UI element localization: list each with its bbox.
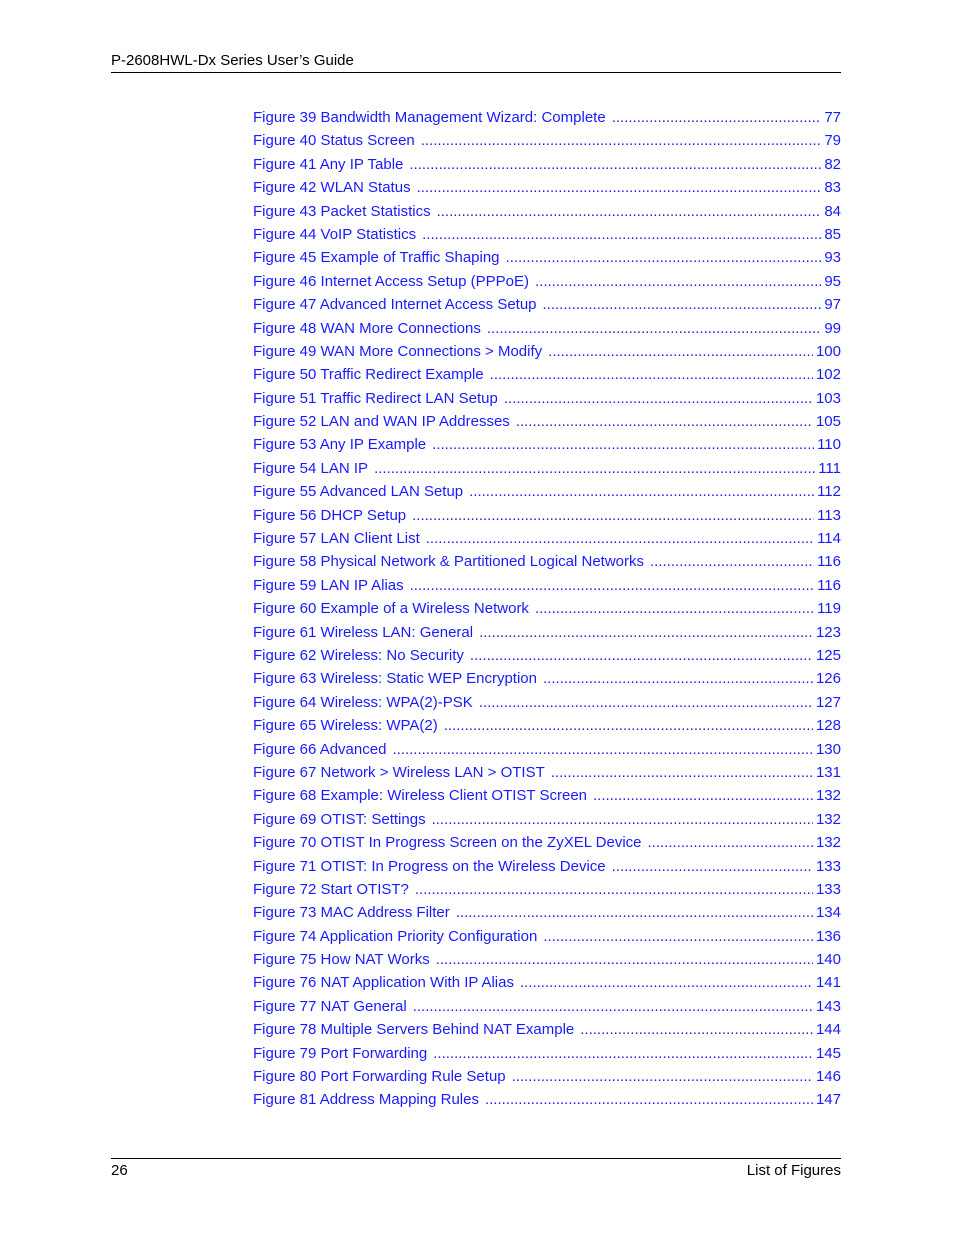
toc-entry-title: Figure 64 Wireless: WPA(2)-PSK bbox=[253, 693, 473, 711]
toc-entry-page: 97 bbox=[824, 296, 841, 314]
dot-leader bbox=[374, 457, 815, 480]
toc-entry-title: Figure 70 OTIST In Progress Screen on the ZyXEL Device bbox=[253, 834, 642, 852]
toc-entry-page: 126 bbox=[815, 670, 841, 688]
dot-leader bbox=[593, 784, 813, 807]
toc-entry-title: Figure 47 Advanced Internet Access Setup bbox=[253, 296, 537, 314]
list-of-figures bbox=[253, 106, 841, 1112]
toc-entry-page: 134 bbox=[815, 904, 841, 922]
toc-entry-page: 141 bbox=[815, 974, 841, 992]
toc-entry-page: 128 bbox=[815, 717, 841, 735]
toc-entry-page: 133 bbox=[815, 880, 841, 898]
toc-entry[interactable] bbox=[253, 363, 841, 386]
toc-entry-title: Figure 71 OTIST: In Progress on the Wireless Device bbox=[253, 857, 606, 875]
toc-entry[interactable] bbox=[253, 270, 841, 293]
toc-entry[interactable] bbox=[253, 340, 841, 363]
toc-entry[interactable] bbox=[253, 925, 841, 948]
section-name: List of Figures bbox=[746, 1162, 841, 1179]
toc-entry-title: Figure 69 OTIST: Settings bbox=[253, 810, 426, 828]
dot-leader bbox=[580, 1018, 813, 1041]
dot-leader bbox=[650, 550, 814, 573]
dot-leader bbox=[479, 621, 813, 644]
toc-entry-page: 113 bbox=[817, 506, 841, 524]
toc-entry[interactable] bbox=[253, 574, 841, 597]
toc-entry-title: Figure 67 Network > Wireless LAN > OTIST bbox=[253, 763, 545, 781]
dot-leader bbox=[506, 246, 822, 269]
toc-entry[interactable] bbox=[253, 761, 841, 784]
dot-leader bbox=[535, 270, 821, 293]
toc-entry[interactable] bbox=[253, 457, 841, 480]
toc-entry-page: 82 bbox=[824, 155, 841, 173]
toc-entry-page: 114 bbox=[817, 530, 841, 548]
toc-entry-page: 131 bbox=[815, 763, 841, 781]
toc-entry-page: 111 bbox=[818, 459, 841, 477]
toc-entry-title: Figure 66 Advanced bbox=[253, 740, 387, 758]
toc-entry-page: 102 bbox=[815, 366, 841, 384]
toc-entry[interactable] bbox=[253, 153, 841, 176]
toc-entry-title: Figure 40 Status Screen bbox=[253, 132, 415, 150]
toc-entry-page: 105 bbox=[815, 413, 841, 431]
toc-entry-page: 123 bbox=[815, 623, 841, 641]
toc-entry-page: 127 bbox=[815, 693, 841, 711]
toc-entry-title: Figure 61 Wireless LAN: General bbox=[253, 623, 474, 641]
page-number: 26 bbox=[111, 1162, 128, 1179]
toc-entry[interactable] bbox=[253, 200, 841, 223]
toc-entry-title: Figure 51 Traffic Redirect LAN Setup bbox=[253, 389, 498, 407]
toc-entry[interactable] bbox=[253, 1018, 841, 1041]
toc-entry-page: 85 bbox=[824, 225, 841, 243]
toc-entry-page: 136 bbox=[815, 927, 841, 945]
dot-leader bbox=[417, 176, 822, 199]
toc-entry[interactable] bbox=[253, 480, 841, 503]
toc-entry[interactable] bbox=[253, 1042, 841, 1065]
dot-leader bbox=[612, 855, 813, 878]
toc-entry-title: Figure 59 LAN IP Alias bbox=[253, 576, 404, 594]
dot-leader bbox=[433, 1042, 813, 1065]
toc-entry-title: Figure 57 LAN Client List bbox=[253, 530, 420, 548]
toc-entry-page: 140 bbox=[815, 951, 841, 969]
dot-leader bbox=[512, 1065, 813, 1088]
dot-leader bbox=[413, 995, 813, 1018]
toc-entry[interactable] bbox=[253, 901, 841, 924]
toc-entry-title: Figure 72 Start OTIST? bbox=[253, 880, 409, 898]
dot-leader bbox=[437, 200, 822, 223]
toc-entry-page: 93 bbox=[824, 249, 841, 267]
toc-entry[interactable] bbox=[253, 387, 841, 410]
dot-leader bbox=[470, 644, 813, 667]
toc-entry[interactable] bbox=[253, 1065, 841, 1088]
toc-entry[interactable] bbox=[253, 691, 841, 714]
toc-entry-title: Figure 52 LAN and WAN IP Addresses bbox=[253, 413, 510, 431]
dot-leader bbox=[409, 153, 821, 176]
toc-entry[interactable] bbox=[253, 644, 841, 667]
toc-entry-title: Figure 39 Bandwidth Management Wizard: Complete bbox=[253, 109, 606, 126]
toc-entry-title: Figure 53 Any IP Example bbox=[253, 436, 427, 454]
document-title: P-2608HWL-Dx Series User’s Guide bbox=[111, 52, 354, 69]
toc-entry-title: Figure 79 Port Forwarding bbox=[253, 1044, 428, 1062]
toc-entry[interactable] bbox=[253, 293, 841, 316]
toc-entry-page: 116 bbox=[817, 576, 841, 594]
toc-entry-title: Figure 60 Example of a Wireless Network bbox=[253, 600, 529, 618]
dot-leader bbox=[535, 597, 814, 620]
dot-leader bbox=[469, 480, 814, 503]
toc-entry[interactable] bbox=[253, 597, 841, 620]
dot-leader bbox=[444, 714, 813, 737]
toc-entry[interactable] bbox=[253, 714, 841, 737]
toc-entry[interactable] bbox=[253, 831, 841, 854]
toc-entry[interactable] bbox=[253, 621, 841, 644]
toc-entry-page: 103 bbox=[815, 389, 841, 407]
toc-entry-title: Figure 63 Wireless: Static WEP Encryption bbox=[253, 670, 537, 688]
dot-leader bbox=[426, 527, 814, 550]
toc-entry[interactable] bbox=[253, 808, 841, 831]
toc-entry-title: Figure 68 Example: Wireless Client OTIST Screen bbox=[253, 787, 588, 805]
toc-entry-page: 147 bbox=[815, 1091, 841, 1109]
toc-entry[interactable] bbox=[253, 784, 841, 807]
toc-entry[interactable] bbox=[253, 527, 841, 550]
toc-entry[interactable] bbox=[253, 246, 841, 269]
dot-leader bbox=[543, 293, 822, 316]
page-header bbox=[111, 50, 841, 73]
toc-entry-page: 100 bbox=[815, 342, 841, 360]
toc-entry[interactable] bbox=[253, 1088, 841, 1111]
dot-leader bbox=[410, 574, 814, 597]
toc-entry-page: 144 bbox=[815, 1021, 841, 1039]
toc-entry-title: Figure 44 VoIP Statistics bbox=[253, 225, 417, 243]
toc-entry-page: 95 bbox=[824, 272, 841, 290]
toc-entry-title: Figure 73 MAC Address Filter bbox=[253, 904, 450, 922]
toc-entry[interactable] bbox=[253, 995, 841, 1018]
toc-entry-title: Figure 76 NAT Application With IP Alias bbox=[253, 974, 514, 992]
toc-entry-title: Figure 77 NAT General bbox=[253, 997, 407, 1015]
dot-leader bbox=[612, 106, 822, 129]
toc-entry-page: 125 bbox=[815, 646, 841, 664]
toc-entry-title: Figure 74 Application Priority Configuration bbox=[253, 927, 538, 945]
dot-leader bbox=[516, 410, 813, 433]
toc-entry-page: 132 bbox=[815, 834, 841, 852]
toc-entry-title: Figure 49 WAN More Connections > Modify bbox=[253, 342, 543, 360]
toc-entry-title: Figure 81 Address Mapping Rules bbox=[253, 1091, 479, 1109]
toc-entry[interactable] bbox=[253, 738, 841, 761]
toc-entry-title: Figure 42 WLAN Status bbox=[253, 179, 411, 197]
toc-entry-title: Figure 80 Port Forwarding Rule Setup bbox=[253, 1068, 506, 1086]
toc-entry[interactable] bbox=[253, 948, 841, 971]
toc-entry-title: Figure 43 Packet Statistics bbox=[253, 202, 431, 220]
dot-leader bbox=[490, 363, 813, 386]
toc-entry-title: Figure 56 DHCP Setup bbox=[253, 506, 407, 524]
toc-entry-page: 116 bbox=[817, 553, 841, 571]
toc-entry[interactable] bbox=[253, 223, 841, 246]
toc-entry[interactable] bbox=[253, 433, 841, 456]
dot-leader bbox=[422, 223, 821, 246]
toc-entry[interactable] bbox=[253, 504, 841, 527]
dot-leader bbox=[415, 878, 813, 901]
dot-leader bbox=[485, 1088, 813, 1111]
toc-entry-page: 112 bbox=[817, 483, 841, 501]
toc-entry-page: 143 bbox=[815, 997, 841, 1015]
toc-entry-page: 132 bbox=[815, 787, 841, 805]
toc-entry[interactable] bbox=[253, 106, 841, 129]
toc-entry[interactable] bbox=[253, 550, 841, 573]
toc-entry-page: 84 bbox=[824, 202, 841, 220]
toc-entry-page: 99 bbox=[824, 319, 841, 337]
toc-entry-page: 77 bbox=[824, 109, 841, 126]
dot-leader bbox=[421, 129, 822, 152]
toc-entry-title: Figure 58 Physical Network & Partitioned Logical Networks bbox=[253, 553, 645, 571]
toc-entry-title: Figure 55 Advanced LAN Setup bbox=[253, 483, 464, 501]
dot-leader bbox=[543, 667, 813, 690]
toc-entry-title: Figure 78 Multiple Servers Behind NAT Example bbox=[253, 1021, 575, 1039]
toc-entry-title: Figure 75 How NAT Works bbox=[253, 951, 430, 969]
page-footer bbox=[111, 1158, 841, 1179]
toc-entry-page: 110 bbox=[817, 436, 841, 454]
toc-entry[interactable] bbox=[253, 878, 841, 901]
dot-leader bbox=[648, 831, 813, 854]
toc-entry-title: Figure 65 Wireless: WPA(2) bbox=[253, 717, 438, 735]
dot-leader bbox=[412, 504, 814, 527]
dot-leader bbox=[504, 387, 813, 410]
toc-entry[interactable] bbox=[253, 971, 841, 994]
toc-entry-page: 119 bbox=[817, 600, 841, 618]
dot-leader bbox=[432, 808, 813, 831]
toc-entry-title: Figure 41 Any IP Table bbox=[253, 155, 404, 173]
toc-entry-page: 132 bbox=[815, 810, 841, 828]
dot-leader bbox=[432, 433, 814, 456]
toc-entry[interactable] bbox=[253, 855, 841, 878]
toc-entry[interactable] bbox=[253, 176, 841, 199]
toc-entry[interactable] bbox=[253, 410, 841, 433]
toc-entry[interactable] bbox=[253, 317, 841, 340]
toc-entry-page: 130 bbox=[815, 740, 841, 758]
dot-leader bbox=[479, 691, 813, 714]
toc-entry-page: 83 bbox=[824, 179, 841, 197]
toc-entry[interactable] bbox=[253, 129, 841, 152]
dot-leader bbox=[456, 901, 813, 924]
toc-entry-title: Figure 54 LAN IP bbox=[253, 459, 369, 477]
dot-leader bbox=[487, 317, 821, 340]
dot-leader bbox=[548, 340, 813, 363]
toc-entry-title: Figure 62 Wireless: No Security bbox=[253, 646, 464, 664]
toc-entry-title: Figure 46 Internet Access Setup (PPPoE) bbox=[253, 272, 529, 290]
toc-entry-title: Figure 50 Traffic Redirect Example bbox=[253, 366, 484, 384]
dot-leader bbox=[436, 948, 813, 971]
toc-entry-page: 145 bbox=[815, 1044, 841, 1062]
dot-leader bbox=[392, 738, 813, 761]
dot-leader bbox=[543, 925, 813, 948]
dot-leader bbox=[520, 971, 813, 994]
toc-entry-page: 79 bbox=[824, 132, 841, 150]
toc-entry-page: 146 bbox=[815, 1068, 841, 1086]
toc-entry[interactable] bbox=[253, 667, 841, 690]
toc-entry-title: Figure 48 WAN More Connections bbox=[253, 319, 481, 337]
dot-leader bbox=[551, 761, 813, 784]
toc-entry-title: Figure 45 Example of Traffic Shaping bbox=[253, 249, 500, 267]
toc-entry-page: 133 bbox=[815, 857, 841, 875]
